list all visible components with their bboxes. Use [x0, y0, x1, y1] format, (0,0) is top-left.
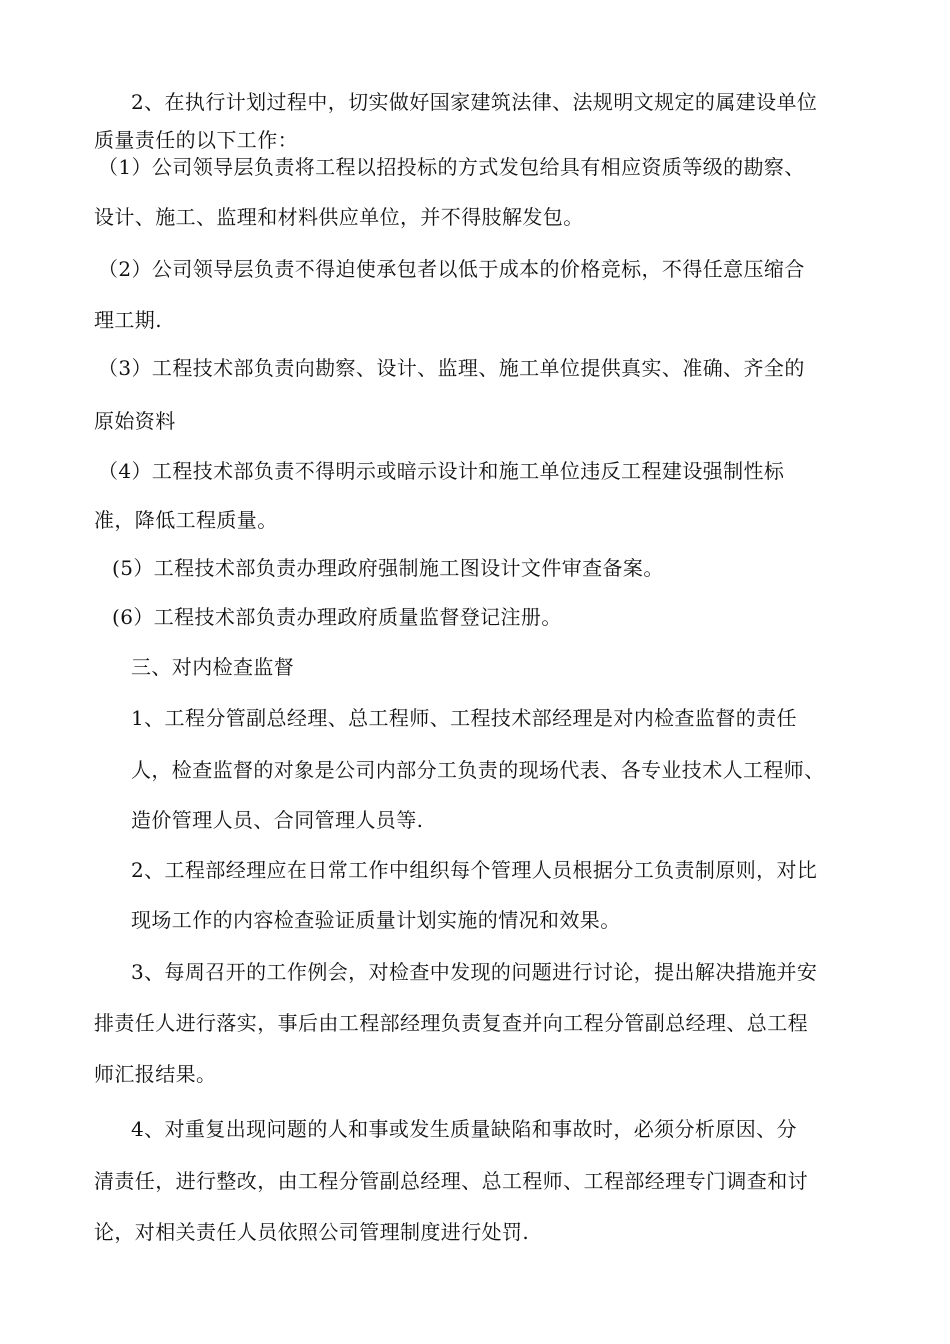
text-line: 人，检查监督的对象是公司内部分工负责的现场代表、各专业技术人工程师、: [131, 758, 825, 782]
text-line: 准，降低工程质量。: [94, 508, 278, 532]
text-line: 论，对相关责任人员依照公司管理制度进行处罚.: [94, 1220, 530, 1244]
text-line: 1、工程分管副总经理、总工程师、工程技术部经理是对内检查监督的责任: [131, 706, 797, 730]
text-line: 质量责任的以下工作：: [94, 128, 298, 152]
section-heading: 三、对内检查监督: [131, 655, 295, 679]
text-line: 2、在执行计划过程中，切实做好国家建筑法律、法规明文规定的属建设单位: [131, 90, 818, 114]
text-line: (5）工程技术部负责办理政府强制施工图设计文件审查备案。: [112, 556, 664, 580]
text-line: 排责任人进行落实，事后由工程部经理负责复查并向工程分管副总经理、总工程: [94, 1011, 808, 1035]
text-line: 2、工程部经理应在日常工作中组织每个管理人员根据分工负责制原则，对比: [131, 858, 818, 882]
text-line: （4）工程技术部负责不得明示或暗示设计和施工单位违反工程建设强制性标: [98, 459, 785, 483]
text-line: 现场工作的内容检查验证质量计划实施的情况和效果。: [131, 908, 621, 932]
text-line: 清责任，进行整改，由工程分管副总经理、总工程师、工程部经理专门调查和讨: [94, 1169, 808, 1193]
text-line: 4、对重复出现问题的人和事或发生质量缺陷和事故时，必须分析原因、分: [131, 1117, 797, 1141]
text-line: （2）公司领导层负责不得迫使承包者以低于成本的价格竞标，不得任意压缩合: [98, 257, 805, 281]
text-line: （3）工程技术部负责向勘察、设计、监理、施工单位提供真实、准确、齐全的: [98, 356, 805, 380]
text-line: 设计、施工、监理和材料供应单位，并不得肢解发包。: [94, 205, 584, 229]
text-line: （1）公司领导层负责将工程以招投标的方式发包给具有相应资质等级的勘察、: [98, 155, 805, 179]
text-line: 造价管理人员、合同管理人员等.: [131, 808, 424, 832]
text-line: 原始资料: [94, 409, 176, 433]
text-line: 师汇报结果。: [94, 1062, 217, 1086]
text-line: 3、每周召开的工作例会，对检查中发现的问题进行讨论，提出解决措施并安: [131, 960, 818, 984]
text-line: (6）工程技术部负责办理政府质量监督登记注册。: [112, 605, 562, 629]
text-line: 理工期.: [94, 308, 162, 332]
